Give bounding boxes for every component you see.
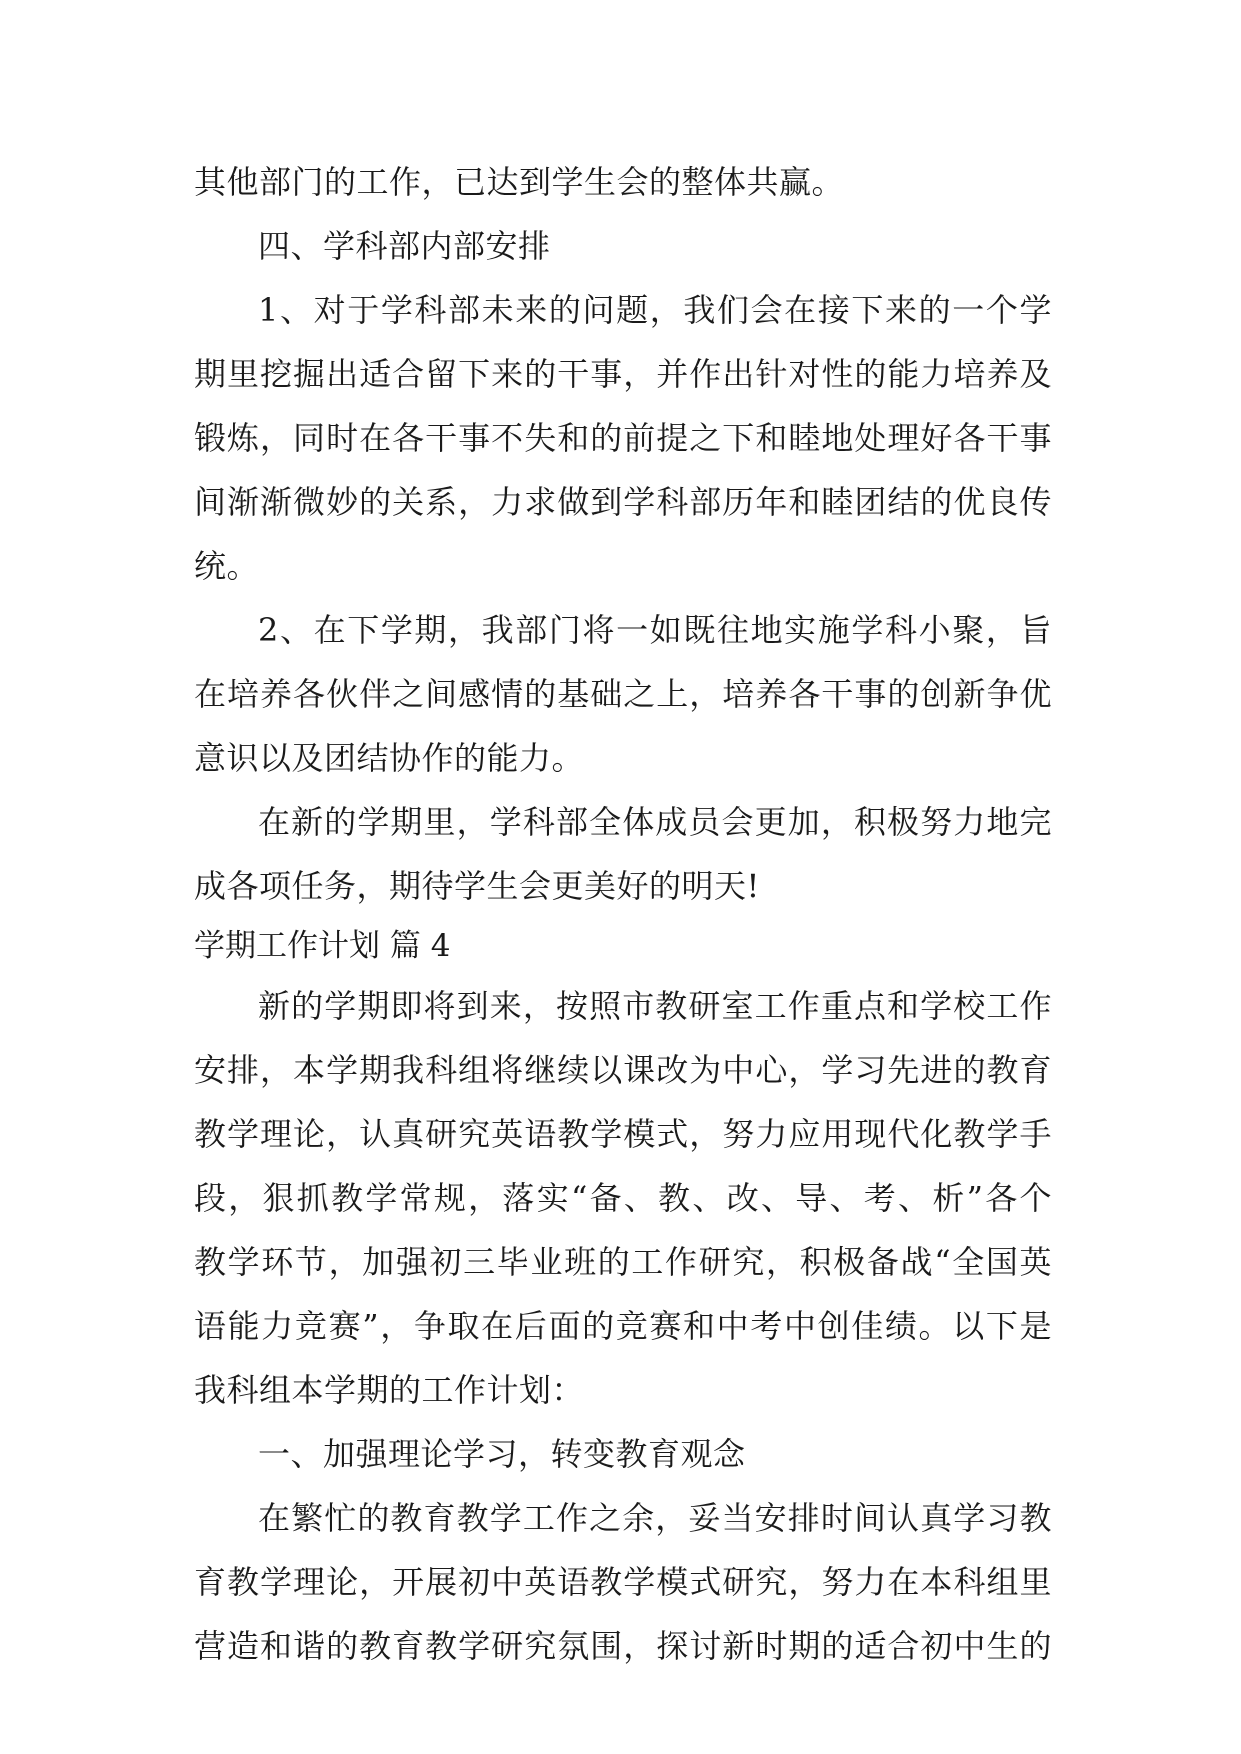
text-line: 语能力竞赛”，争取在后面的竞赛和中考中创佳绩。以下是 xyxy=(194,1307,1052,1345)
text-line: 1、对于学科部未来的问题，我们会在接下来的一个学 xyxy=(258,291,1052,329)
text-line: 教学理论，认真研究英语教学模式，努力应用现代化教学手 xyxy=(194,1115,1052,1153)
text-line: 段，狠抓教学常规，落实“备、教、改、导、考、析”各个 xyxy=(194,1179,1052,1217)
text-line: 2、在下学期，我部门将一如既往地实施学科小聚，旨 xyxy=(258,611,1052,649)
text-line: 我科组本学期的工作计划： xyxy=(194,1371,585,1409)
text-line: 统。 xyxy=(194,547,260,585)
document-page xyxy=(194,150,1052,1678)
text-line: 在培养各伙伴之间感情的基础之上，培养各干事的创新争优 xyxy=(194,675,1052,713)
text-line: 新的学期即将到来，按照市教研室工作重点和学校工作 xyxy=(258,987,1052,1025)
document-body-part1 xyxy=(194,150,1052,918)
text-line: 安排，本学期我科组将继续以课改为中心，学习先进的教育 xyxy=(194,1051,1052,1089)
document-body-part2 xyxy=(194,974,1052,1678)
text-line: 期里挖掘出适合留下来的干事，并作出针对性的能力培养及 xyxy=(194,355,1052,393)
text-line: 在新的学期里，学科部全体成员会更加，积极努力地完 xyxy=(258,803,1052,841)
text-line: 营造和谐的教育教学研究氛围，探讨新时期的适合初中生的 xyxy=(194,1627,1052,1665)
text-line: 成各项任务，期待学生会更美好的明天! xyxy=(194,867,760,905)
text-line: 意识以及团结协作的能力。 xyxy=(194,739,585,777)
text-line: 育教学理论，开展初中英语教学模式研究，努力在本科组里 xyxy=(194,1563,1052,1601)
text-line: 间渐渐微妙的关系，力求做到学科部历年和睦团结的优良传 xyxy=(194,483,1052,521)
text-line: 锻炼，同时在各干事不失和的前提之下和睦地处理好各干事 xyxy=(194,419,1052,457)
text-line: 在繁忙的教育教学工作之余，妥当安排时间认真学习教 xyxy=(258,1499,1052,1537)
text-line: 教学环节，加强初三毕业班的工作研究，积极备战“全国英 xyxy=(194,1243,1052,1281)
text-line: 其他部门的工作，已达到学生会的整体共赢。 xyxy=(194,163,845,201)
text-line: 四、学科部内部安排 xyxy=(258,227,551,265)
text-line: 一、加强理论学习，转变教育观念 xyxy=(258,1435,746,1473)
section-heading: 学期工作计划 篇 4 xyxy=(194,928,451,964)
